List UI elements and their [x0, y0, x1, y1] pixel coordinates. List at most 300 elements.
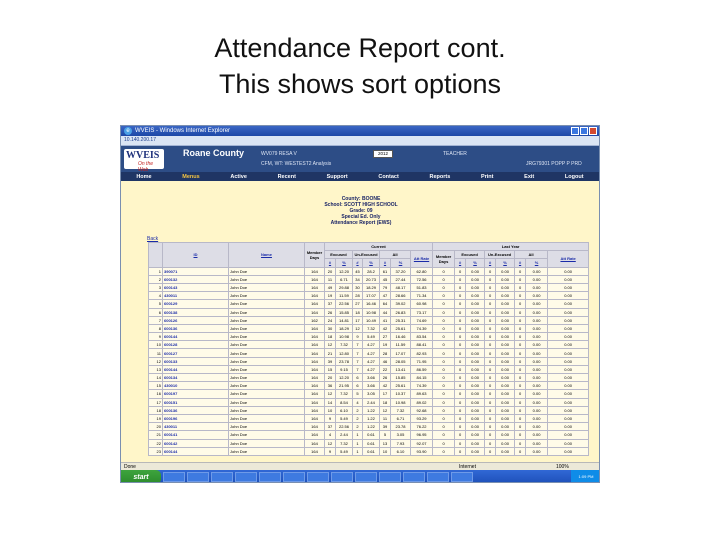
table-cell: 39: [325, 357, 336, 365]
table-cell: 74.39: [411, 382, 433, 390]
table-cell: 0: [485, 390, 496, 398]
student-name: John Doe: [229, 300, 305, 308]
table-row: [149, 423, 589, 431]
table-cell: 30: [353, 283, 363, 291]
table-cell: 0: [433, 439, 455, 447]
ie-icon: e: [124, 127, 132, 135]
table-cell: 0.00: [496, 267, 515, 275]
sort-ly-all-num[interactable]: #: [515, 259, 526, 267]
current-unexcused-header: Un-Excused: [354, 252, 378, 258]
table-cell: 37: [325, 300, 336, 308]
taskbar-item[interactable]: [283, 472, 305, 482]
table-cell: 0.00: [548, 374, 589, 382]
table-cell: 0: [455, 275, 466, 283]
table-cell: 12: [325, 439, 336, 447]
resa-label: WV079 RESA V: [261, 151, 297, 157]
taskbar-item[interactable]: [427, 472, 449, 482]
table-cell: 0: [485, 300, 496, 308]
table-cell: 0: [485, 292, 496, 300]
table-cell: 0: [433, 390, 455, 398]
nav-home[interactable]: Home: [136, 174, 152, 180]
table-cell: 0: [485, 267, 496, 275]
start-button[interactable]: start: [121, 470, 161, 483]
table-cell: 16.46: [363, 300, 380, 308]
taskbar-item[interactable]: [451, 472, 473, 482]
nav-menus[interactable]: Menus: [182, 174, 200, 180]
table-cell: 49: [325, 283, 336, 291]
row-number: 23: [149, 447, 163, 455]
row-number: 5: [149, 300, 163, 308]
table-cell: 164: [305, 333, 325, 341]
close-button[interactable]: [589, 127, 597, 135]
taskbar-item[interactable]: [355, 472, 377, 482]
table-row: [149, 374, 589, 382]
slide-title: [0, 30, 720, 102]
student-id-link[interactable]: 600127: [163, 349, 229, 357]
table-cell: 0.00: [496, 341, 515, 349]
row-number: 7: [149, 316, 163, 324]
table-cell: 2: [353, 414, 363, 422]
table-cell: 0.00: [466, 439, 485, 447]
table-cell: 0.00: [526, 341, 548, 349]
table-cell: 15.85: [391, 374, 411, 382]
table-cell: 39: [380, 423, 391, 431]
student-id-link[interactable]: 600132: [163, 275, 229, 283]
table-cell: 0.00: [496, 382, 515, 390]
table-cell: 0.00: [526, 431, 548, 439]
table-cell: 2.44: [336, 431, 353, 439]
table-cell: 0: [433, 349, 455, 357]
row-number: 14: [149, 374, 163, 382]
sort-current-att-rate-link[interactable]: Att Rate: [411, 251, 433, 267]
table-cell: 0: [515, 414, 526, 422]
student-id-link[interactable]: 600133: [163, 357, 229, 365]
table-cell: 89.63: [411, 390, 433, 398]
table-cell: 0: [455, 308, 466, 316]
table-cell: 0: [433, 447, 455, 455]
student-name: John Doe: [229, 365, 305, 373]
student-id-link[interactable]: 600136: [163, 406, 229, 414]
student-name: John Doe: [229, 374, 305, 382]
table-cell: 0: [485, 341, 496, 349]
table-cell: 0.00: [496, 447, 515, 455]
table-cell: 0: [485, 333, 496, 341]
sort-ly-exc-num[interactable]: #: [455, 259, 466, 267]
table-cell: 7.32: [336, 439, 353, 447]
table-cell: 0: [515, 439, 526, 447]
table-cell: 0: [485, 431, 496, 439]
table-cell: 28: [380, 349, 391, 357]
sort-ly-unx-pct[interactable]: %: [496, 259, 515, 267]
table-row: [149, 398, 589, 406]
back-link[interactable]: Back: [147, 236, 159, 242]
table-cell: 0: [515, 275, 526, 283]
security-zone: Internet: [459, 464, 476, 470]
student-id-link[interactable]: 600144: [163, 333, 229, 341]
table-row: [149, 300, 589, 308]
report-county: County: BOONE: [341, 196, 381, 202]
student-name: John Doe: [229, 406, 305, 414]
nav-support[interactable]: Support: [326, 174, 348, 180]
address-bar[interactable]: [121, 136, 599, 146]
taskbar-item[interactable]: [163, 472, 185, 482]
sort-cur-exc-num[interactable]: #: [325, 259, 336, 267]
table-cell: 0: [485, 316, 496, 324]
taskbar-item[interactable]: [307, 472, 329, 482]
table-cell: 0.00: [526, 357, 548, 365]
browser-screenshot: [120, 125, 600, 483]
student-name: John Doe: [229, 431, 305, 439]
table-cell: 1: [353, 447, 363, 455]
table-row: [149, 414, 589, 422]
table-cell: 28: [353, 292, 363, 300]
minimize-button[interactable]: [571, 127, 579, 135]
table-row: [149, 324, 589, 332]
table-cell: 45: [353, 267, 363, 275]
table-cell: 164: [305, 398, 325, 406]
table-cell: 37.20: [391, 267, 411, 275]
table-cell: 164: [305, 382, 325, 390]
taskbar-item[interactable]: [259, 472, 281, 482]
table-cell: 0.00: [548, 439, 589, 447]
table-cell: 0: [515, 431, 526, 439]
taskbar-item[interactable]: [187, 472, 209, 482]
student-id-link[interactable]: 600142: [163, 439, 229, 447]
table-cell: 10: [325, 406, 336, 414]
user-label: JRG79301 POPP P PRD: [526, 161, 582, 167]
table-cell: 0: [515, 349, 526, 357]
table-cell: 0.00: [496, 283, 515, 291]
table-cell: 7.32: [391, 406, 411, 414]
row-number: 17: [149, 398, 163, 406]
table-cell: 1.22: [363, 423, 380, 431]
table-cell: 0.00: [526, 382, 548, 390]
nav-active[interactable]: Active: [230, 174, 247, 180]
student-name: John Doe: [229, 349, 305, 357]
window-title: WVEIS - Windows Internet Explorer: [135, 128, 231, 134]
table-cell: 82.93: [411, 349, 433, 357]
table-cell: 0.00: [496, 308, 515, 316]
taskbar-item[interactable]: [211, 472, 233, 482]
table-cell: 0.00: [548, 423, 589, 431]
report-grade: Grade: 09: [349, 208, 373, 214]
table-cell: 0: [433, 275, 455, 283]
table-cell: 1: [353, 439, 363, 447]
table-cell: 27: [353, 300, 363, 308]
table-cell: 0.00: [548, 283, 589, 291]
table-cell: 0.00: [496, 423, 515, 431]
table-cell: 11: [380, 414, 391, 422]
table-cell: 4.27: [363, 349, 380, 357]
table-cell: 0: [433, 431, 455, 439]
row-number: 1: [149, 267, 163, 275]
table-cell: 0: [485, 406, 496, 414]
row-number: 10: [149, 341, 163, 349]
table-cell: 0.00: [548, 316, 589, 324]
table-row: [149, 365, 589, 373]
student-id-link[interactable]: 600196: [163, 414, 229, 422]
table-row: [149, 267, 589, 275]
table-cell: 4.27: [363, 341, 380, 349]
col-rownum-header: [149, 243, 163, 268]
table-cell: 72.56: [411, 275, 433, 283]
student-name: John Doe: [229, 439, 305, 447]
table-cell: 9: [353, 333, 363, 341]
sort-ly-unx-num[interactable]: #: [485, 259, 496, 267]
table-cell: 1: [353, 431, 363, 439]
student-name: John Doe: [229, 423, 305, 431]
taskbar-item[interactable]: [379, 472, 401, 482]
slide-title-line-1: Attendance Report cont.: [214, 33, 506, 63]
table-cell: 42: [380, 324, 391, 332]
student-id-link[interactable]: 600138: [163, 308, 229, 316]
table-row: [149, 349, 589, 357]
slide-title-line-2: This shows sort options: [218, 69, 502, 99]
app-header: [121, 146, 599, 172]
table-cell: 73.17: [411, 308, 433, 316]
table-cell: 0: [433, 374, 455, 382]
table-cell: 0.00: [548, 447, 589, 455]
table-cell: 0: [515, 365, 526, 373]
row-number: 12: [149, 357, 163, 365]
report-header: [121, 196, 600, 226]
nav-contact[interactable]: Contact: [378, 174, 399, 180]
table-row: [149, 357, 589, 365]
table-cell: 164: [305, 267, 325, 275]
table-cell: 28.05: [391, 357, 411, 365]
nav-print[interactable]: Print: [480, 174, 494, 180]
table-cell: 17.07: [363, 292, 380, 300]
student-id-link[interactable]: 600136: [163, 324, 229, 332]
table-cell: 0: [455, 283, 466, 291]
row-number: 6: [149, 308, 163, 316]
table-cell: 7.32: [336, 390, 353, 398]
table-cell: 17: [353, 316, 363, 324]
table-cell: 88.41: [411, 341, 433, 349]
table-cell: 0: [455, 349, 466, 357]
student-name: John Doe: [229, 390, 305, 398]
table-cell: 0: [433, 316, 455, 324]
table-row: [149, 341, 589, 349]
table-cell: 3.05: [391, 431, 411, 439]
table-cell: 0: [515, 423, 526, 431]
table-cell: 0: [433, 414, 455, 422]
table-row: [149, 447, 589, 455]
student-id-link[interactable]: 430011: [163, 292, 229, 300]
row-number: 3: [149, 283, 163, 291]
student-id-link[interactable]: 600143: [163, 283, 229, 291]
table-cell: 0.00: [466, 267, 485, 275]
sort-ly-att-rate-link[interactable]: Att Rate: [548, 251, 589, 267]
table-cell: 41: [380, 316, 391, 324]
table-cell: 0: [485, 365, 496, 373]
table-cell: 0: [455, 406, 466, 414]
student-id-link[interactable]: 600129: [163, 300, 229, 308]
table-cell: 79: [380, 283, 391, 291]
table-cell: 0.00: [466, 300, 485, 308]
nav-exit[interactable]: Exit: [524, 174, 535, 180]
table-cell: 0.00: [496, 374, 515, 382]
table-cell: 0.00: [526, 374, 548, 382]
table-cell: 20.73: [363, 275, 380, 283]
table-cell: 0: [485, 423, 496, 431]
table-cell: 0: [455, 431, 466, 439]
status-bar: [121, 462, 600, 470]
student-name: John Doe: [229, 341, 305, 349]
sort-cur-all-num[interactable]: #: [380, 259, 391, 267]
table-cell: 0.00: [548, 390, 589, 398]
table-cell: 0: [515, 333, 526, 341]
table-cell: 0: [515, 324, 526, 332]
sort-id-link[interactable]: ID: [163, 243, 229, 268]
nav-logout[interactable]: Logout: [564, 174, 584, 180]
taskbar-item[interactable]: [331, 472, 353, 482]
student-id-link[interactable]: 390071: [163, 267, 229, 275]
table-cell: 0.61: [363, 447, 380, 455]
table-cell: 0: [455, 324, 466, 332]
table-cell: 93.29: [411, 414, 433, 422]
table-cell: 0: [485, 308, 496, 316]
table-cell: 0: [455, 341, 466, 349]
county-name: Roane County: [183, 148, 245, 158]
address-text[interactable]: 10.140.200.17: [124, 137, 156, 143]
sort-cur-exc-pct[interactable]: %: [336, 259, 353, 267]
row-number: 13: [149, 365, 163, 373]
table-cell: 0: [515, 398, 526, 406]
student-name: John Doe: [229, 382, 305, 390]
table-cell: 0: [433, 324, 455, 332]
student-id-link[interactable]: 600128: [163, 341, 229, 349]
taskbar-item[interactable]: [403, 472, 425, 482]
table-cell: 0: [455, 382, 466, 390]
table-cell: 74.69: [411, 316, 433, 324]
member-days-header: Member Days: [305, 243, 325, 268]
table-cell: 71.95: [411, 357, 433, 365]
zoom-level[interactable]: 100%: [556, 464, 569, 470]
table-cell: 0.00: [526, 365, 548, 373]
student-id-link[interactable]: 600144: [163, 365, 229, 373]
table-cell: 6.10: [391, 447, 411, 455]
table-cell: 0: [485, 324, 496, 332]
table-cell: 164: [305, 390, 325, 398]
table-cell: 7.32: [363, 324, 380, 332]
student-id-link[interactable]: 600197: [163, 390, 229, 398]
table-cell: 18: [380, 398, 391, 406]
sort-cur-unx-num[interactable]: #: [353, 259, 363, 267]
table-cell: 4.27: [363, 357, 380, 365]
sort-ly-all-pct[interactable]: %: [526, 259, 548, 267]
table-cell: 0: [455, 447, 466, 455]
table-cell: 0: [455, 300, 466, 308]
table-cell: 0.00: [548, 267, 589, 275]
table-cell: 0.00: [496, 414, 515, 422]
table-cell: 0.00: [548, 300, 589, 308]
table-cell: 0.00: [496, 349, 515, 357]
table-cell: 7: [353, 349, 363, 357]
student-id-link[interactable]: 600126: [163, 316, 229, 324]
table-cell: 0.00: [548, 431, 589, 439]
table-cell: 0: [455, 292, 466, 300]
table-cell: 0.00: [496, 431, 515, 439]
row-number: 4: [149, 292, 163, 300]
table-cell: 0.00: [466, 357, 485, 365]
table-row: [149, 283, 589, 291]
table-cell: 21: [325, 349, 336, 357]
table-cell: 47: [380, 292, 391, 300]
table-cell: 164: [305, 447, 325, 455]
year-select[interactable]: 2012: [373, 150, 393, 158]
table-cell: 164: [305, 423, 325, 431]
row-number: 15: [149, 382, 163, 390]
table-cell: 48.17: [391, 283, 411, 291]
table-cell: 51.83: [411, 283, 433, 291]
table-cell: 16.46: [391, 333, 411, 341]
table-cell: 22.56: [336, 300, 353, 308]
table-cell: 0: [485, 349, 496, 357]
table-cell: 0.00: [548, 365, 589, 373]
nav-recent[interactable]: Recent: [277, 174, 296, 180]
student-id-link[interactable]: 430010: [163, 382, 229, 390]
table-cell: 0.00: [526, 333, 548, 341]
table-cell: 0.00: [496, 275, 515, 283]
table-cell: 92.07: [411, 439, 433, 447]
table-cell: 0: [455, 316, 466, 324]
table-cell: 164: [305, 439, 325, 447]
table-cell: 0.00: [466, 333, 485, 341]
table-cell: 6: [353, 374, 363, 382]
table-cell: 0: [515, 300, 526, 308]
table-cell: 0: [455, 365, 466, 373]
student-id-link[interactable]: 600141: [163, 431, 229, 439]
table-cell: 30: [325, 324, 336, 332]
table-cell: 27.44: [391, 275, 411, 283]
table-cell: 0.00: [466, 374, 485, 382]
student-id-link[interactable]: 600134: [163, 374, 229, 382]
table-cell: 64: [380, 300, 391, 308]
sort-name-link[interactable]: Name: [229, 243, 305, 268]
table-cell: 0.00: [548, 333, 589, 341]
maximize-button[interactable]: [580, 127, 588, 135]
table-cell: 0.00: [466, 398, 485, 406]
nav-reports[interactable]: Reports: [429, 174, 451, 180]
current-all-header: All: [380, 251, 411, 259]
table-cell: 5: [380, 431, 391, 439]
student-name: John Doe: [229, 333, 305, 341]
table-cell: 3.05: [363, 390, 380, 398]
table-cell: 44: [380, 308, 391, 316]
sort-cur-all-pct[interactable]: %: [391, 259, 411, 267]
taskbar-item[interactable]: [235, 472, 257, 482]
table-row: [149, 275, 589, 283]
table-cell: 26: [325, 308, 336, 316]
table-cell: 36: [325, 382, 336, 390]
table-cell: 0.00: [526, 308, 548, 316]
sort-cur-unx-pct[interactable]: %: [363, 259, 380, 267]
table-cell: 12: [325, 390, 336, 398]
table-cell: 0: [515, 308, 526, 316]
table-cell: 17.07: [391, 349, 411, 357]
table-cell: 0.00: [496, 390, 515, 398]
student-id-link[interactable]: 600144: [163, 447, 229, 455]
student-id-link[interactable]: 600151: [163, 398, 229, 406]
table-cell: 0: [455, 414, 466, 422]
student-name: John Doe: [229, 308, 305, 316]
table-cell: 0: [433, 283, 455, 291]
student-id-link[interactable]: 430011: [163, 423, 229, 431]
sort-ly-exc-pct[interactable]: %: [466, 259, 485, 267]
table-row: [149, 382, 589, 390]
table-cell: 164: [305, 357, 325, 365]
